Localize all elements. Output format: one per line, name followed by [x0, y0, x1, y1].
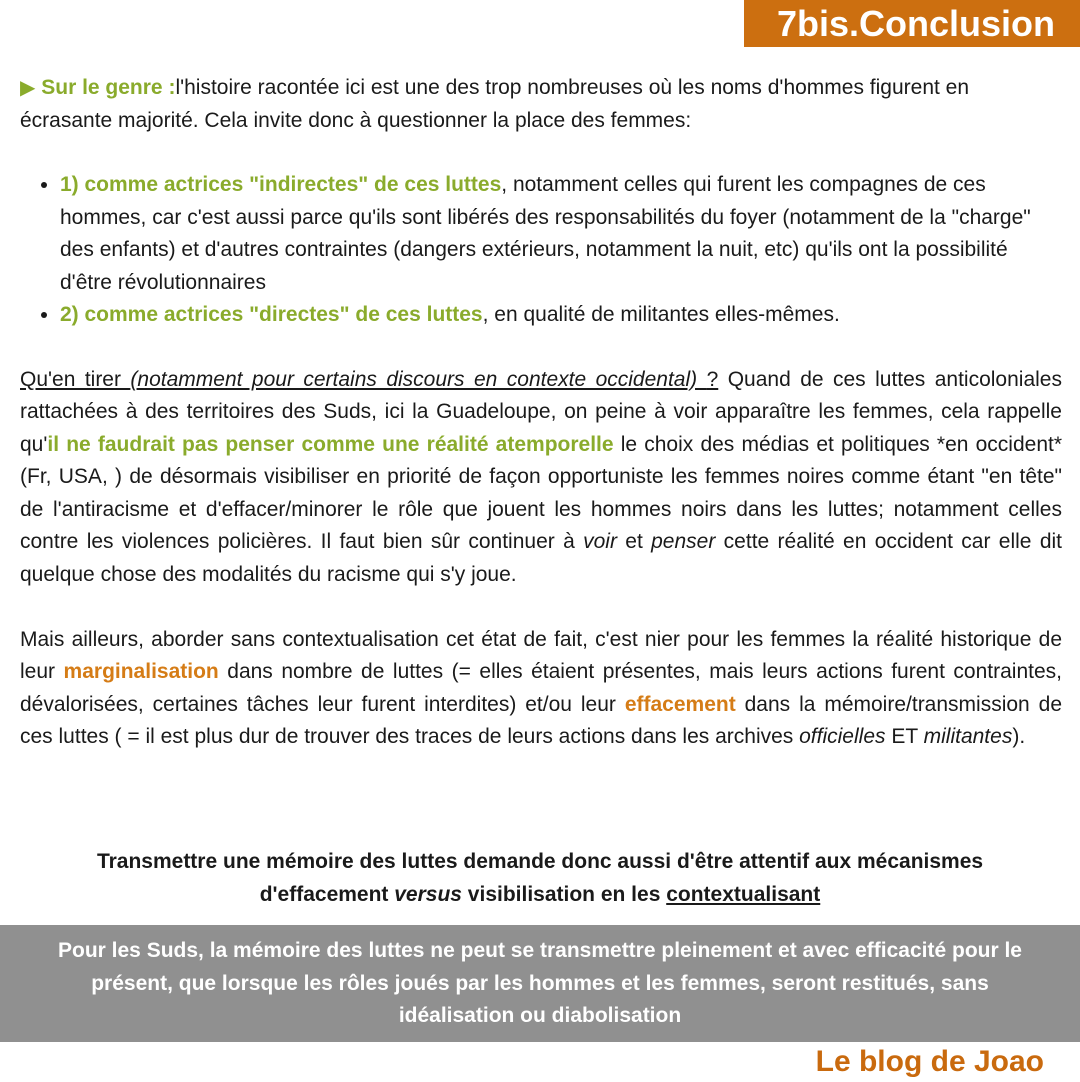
para-text: dans nombre de luttes (= elles étaient présentes, mais leurs actions furent contraintes, dévalorisées, certaines tâches leur furent interdites) et/ou leur: [20, 660, 1062, 716]
list-item: [60, 299, 1062, 332]
list-item: [60, 169, 1062, 299]
page-title: 7bis.Conclusion: [744, 0, 1080, 47]
paragraph-occident: [20, 364, 1062, 592]
intro-paragraph: [20, 72, 1062, 137]
para-text: Quand de ces luttes anticoloniales rattachées à des territoires des Suds, ici la Guadeloupe, on peine à voir apparaître les femmes, cela rappelle qu': [20, 367, 1062, 456]
bullet-text: , en qualité de militantes elles-mêmes.: [482, 303, 840, 326]
statement-text: visibilisation en les: [461, 882, 667, 906]
emphasis-text: militantes: [923, 725, 1013, 748]
emphasis-text: officielles: [799, 725, 886, 748]
para-text: Mais ailleurs, aborder sans contextualisation cet état de fait, c'est nier pour les femmes la réalité historique de leur: [20, 627, 1062, 683]
emphasis-text: penser: [651, 530, 716, 553]
emphasis-text: voir: [583, 530, 617, 553]
intro-lead: Sur le genre :: [41, 76, 176, 99]
question-mark: ?: [706, 367, 719, 391]
para-text: ET: [885, 725, 924, 748]
underlined-text: contextualisant: [666, 882, 821, 906]
blog-signature: Le blog de Joao: [815, 1045, 1044, 1078]
question-italic: (notamment pour certains discours en contexte occidental): [130, 367, 707, 391]
transmit-statement: [40, 846, 1040, 911]
para-text: et: [616, 530, 652, 553]
bullet-strong: 2) comme actrices "directes" de ces luttes: [60, 303, 483, 326]
bullet-list: [20, 169, 1062, 332]
bullet-text: , notamment celles qui furent les compagnes de ces hommes, car c'est aussi parce qu'ils sont libérés des responsabilités du foyer (notamment de la "charge" des enfants) et d'autres contraintes (dangers extérieurs, notamment la nuit, etc) qu'ils ont la possibilité d'être révolutionnaires: [60, 173, 1031, 294]
spacer: [20, 591, 1062, 624]
highlight-text: effacement: [624, 692, 736, 716]
para-text: cette réalité en occident car elle dit quelque chose des modalités du racisme qui s'y joue.: [20, 530, 1063, 586]
highlight-text: marginalisation: [63, 660, 219, 683]
question-lead: [20, 368, 718, 391]
highlight-text: il ne faudrait pas penser comme une réalité atemporelle: [47, 432, 614, 456]
emphasis-text: versus: [394, 882, 462, 906]
question-text: Qu'en tirer: [20, 367, 131, 391]
main-content: [20, 72, 1062, 754]
paragraph-ailleurs: [20, 624, 1062, 754]
para-text: ).: [1012, 725, 1026, 748]
statement-text: Transmettre une mémoire des luttes demande donc aussi d'être attentif aux mécanismes d'effacement: [96, 850, 984, 906]
play-arrow-icon: ▶: [20, 77, 36, 99]
bullet-strong: 1) comme actrices "indirectes" de ces luttes: [60, 173, 502, 196]
para-text: le choix des médias et politiques *en occident* (Fr, USA, ) de désormais visibiliser en priorité de façon opportuniste les femmes noires comme étant "en tête" de l'antiracisme et d'effacer/minorer le rôle que jouent les hommes noirs dans les luttes; notamment celles contre les violences policières. Il faut bien sûr continuer à: [20, 432, 1063, 553]
intro-text: l'histoire racontée ici est une des trop nombreuses où les noms d'hommes figurent en écrasante majorité. Cela invite donc à questionner la place des femmes:: [20, 76, 970, 132]
para-text: dans la mémoire/transmission de ces luttes ( = il est plus dur de trouver des traces de leurs actions dans les archives: [20, 692, 1063, 748]
conclusion-box: Pour les Suds, la mémoire des luttes ne peut se transmettre pleinement et avec efficacité pour le présent, que lorsque les rôles joués par les hommes et les femmes, seront restitués, sans idéalisation ou diabolisation: [0, 925, 1080, 1042]
